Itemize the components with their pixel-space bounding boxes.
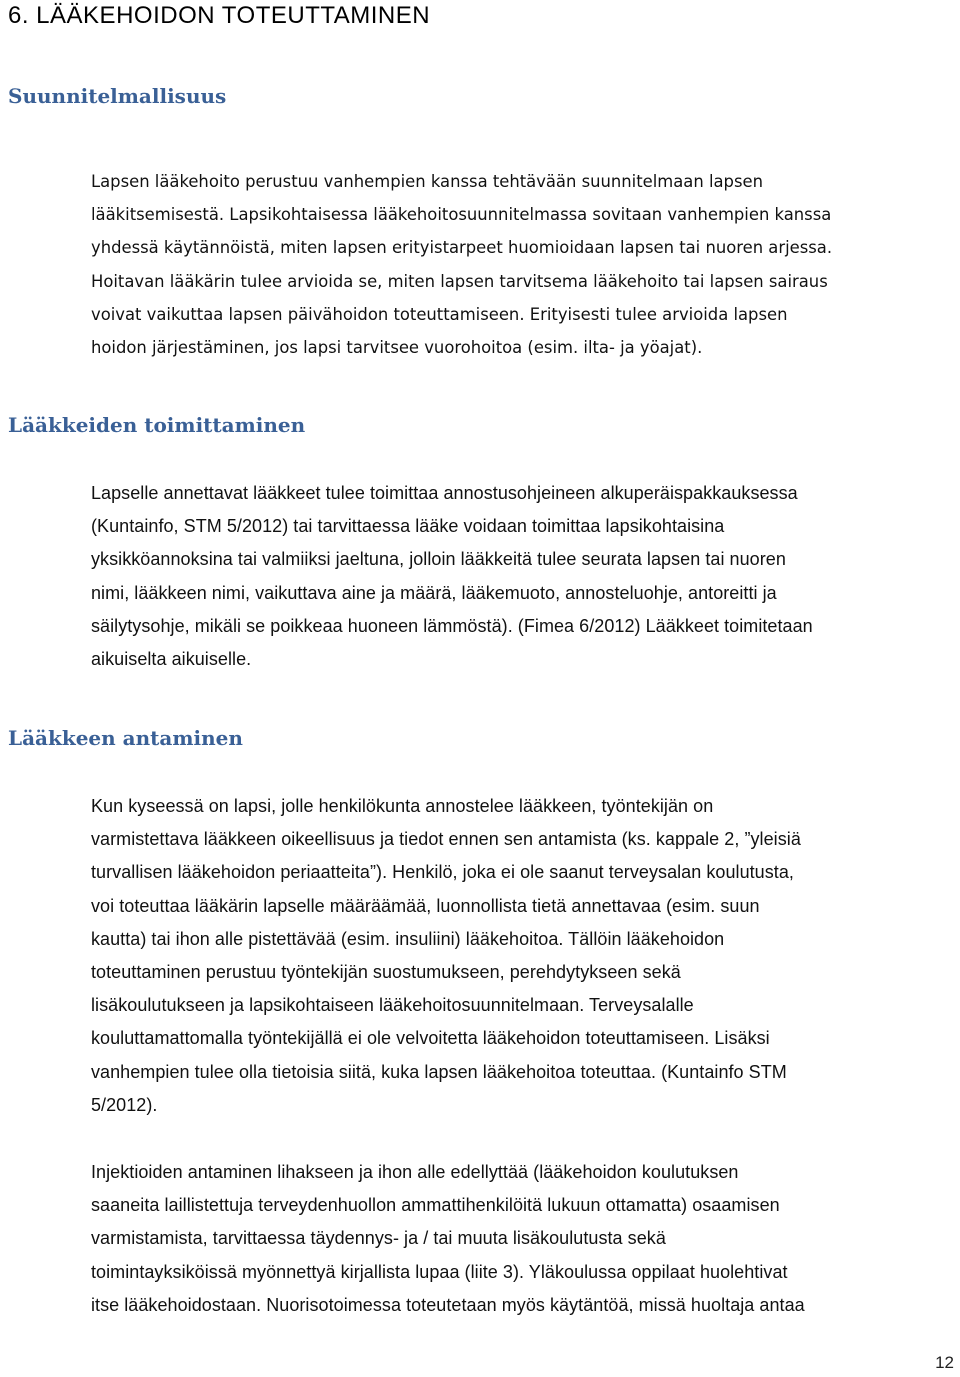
text-line: hoidon järjestäminen, jos lapsi tarvitsee vuorohoitoa (esim. ilta- ja yöajat).: [91, 337, 703, 357]
text-line: turvallisen lääkehoidon periaatteita”). Henkilö, joka ei ole saanut terveysalan koulutusta,: [91, 862, 794, 883]
text-line: aikuiselta aikuiselle.: [91, 648, 252, 669]
text-line: toimintayksiköissä myönnettyä kirjallista lupaa (liite 3). Yläkoulussa oppilaat huolehtivat: [91, 1261, 788, 1282]
text-line: kouluttamattomalla työntekijällä ei ole velvoitetta lääkehoidon toteuttamiseen. Lisäksi: [91, 1028, 770, 1049]
text-line: Lapselle annettavat lääkkeet tulee toimittaa annostusohjeineen alkuperäispakkauksessa: [91, 483, 798, 503]
text-line: voivat vaikuttaa lapsen päivähoidon toteuttamiseen. Erityisesti tulee arvioida lapsen: [91, 304, 788, 324]
section-heading-laakkeiden-toimittaminen: Lääkkeiden toimittaminen: [8, 413, 306, 437]
text-line: varmistettava lääkkeen oikeellisuus ja tiedot ennen sen antamista (ks. kappale 2, ”yleisiä: [91, 829, 801, 850]
text-line: yksikköannoksina tai valmiiksi jaeltuna, jolloin lääkkeitä tulee seurata lapsen tai nuoren: [91, 549, 786, 570]
text-line: voi toteuttaa lääkärin lapselle määräämää, luonnollista tietä annettavaa (esim. suun: [91, 895, 760, 916]
text-line: yhdessä käytännöistä, miten lapsen erityistarpeet huomioidaan lapsen tai nuoren arjessa.: [91, 238, 833, 258]
text-line: Hoitavan lääkärin tulee arvioida se, miten lapsen tarvitsema lääkehoito tai lapsen sairaus: [91, 271, 828, 291]
page-number: 12: [935, 1353, 954, 1372]
text-line: nimi, lääkkeen nimi, vaikuttava aine ja määrä, lääkemuoto, annosteluohje, antoreitti ja: [91, 582, 777, 603]
paragraph-laakkeen-antaminen-2: [91, 1156, 953, 1322]
text-line: saaneita laillistettuja terveydenhuollon ammattihenkilöitä lukuun ottamatta) osaamisen: [91, 1195, 780, 1216]
paragraph-laakkeiden-toimittaminen: [91, 477, 953, 676]
text-line: lääkitsemisestä. Lapsikohtaisessa lääkehoitosuunnitelmassa sovitaan vanhempien kanssa: [91, 205, 832, 225]
text-line: Injektioiden antaminen lihakseen ja ihon alle edellyttää (lääkehoidon koulutuksen: [91, 1162, 739, 1182]
text-line: Kun kyseessä on lapsi, jolle henkilökunta annostelee lääkkeen, työntekijän on: [91, 796, 714, 816]
text-line: itse lääkehoidostaan. Nuorisotoimessa toteutetaan myös käytäntöä, missä huoltaja antaa: [91, 1294, 805, 1315]
section-heading-suunnitelmallisuus: Suunnitelmallisuus: [8, 84, 227, 108]
text-line: lisäkoulutukseen ja lapsikohtaiseen lääkehoitosuunnitelmaan. Terveysalalle: [91, 995, 694, 1016]
text-line: kautta) tai ihon alle pistettävää (esim. insuliini) lääkehoitoa. Tällöin lääkehoidon: [91, 928, 725, 949]
text-line: Lapsen lääkehoito perustuu vanhempien kanssa tehtävään suunnitelmaan lapsen: [91, 172, 763, 191]
text-line: (Kuntainfo, STM 5/2012) tai tarvittaessa lääke voidaan toimittaa lapsikohtaisina: [91, 516, 725, 537]
text-line: vanhempien tulee olla tietoisia siitä, kuka lapsen lääkehoitoa toteuttaa. (Kuntainfo STM: [91, 1061, 787, 1082]
text-line: toteuttaminen perustuu työntekijän suostumukseen, perehdytykseen sekä: [91, 961, 681, 982]
text-line: säilytysohje, mikäli se poikkeaa huoneen lämmöstä). (Fimea 6/2012) Lääkkeet toimitetaan: [91, 615, 813, 636]
chapter-title: 6. LÄÄKEHOIDON TOTEUTTAMINEN: [8, 2, 431, 29]
section-heading-laakkeen-antaminen: Lääkkeen antaminen: [8, 726, 243, 750]
text-line: 5/2012).: [91, 1094, 158, 1115]
paragraph-laakkeen-antaminen-1: [91, 790, 953, 1122]
paragraph-suunnitelmallisuus: [91, 165, 953, 364]
text-line: varmistamista, tarvittaessa täydennys- ja / tai muuta lisäkoulutusta sekä: [91, 1228, 666, 1249]
